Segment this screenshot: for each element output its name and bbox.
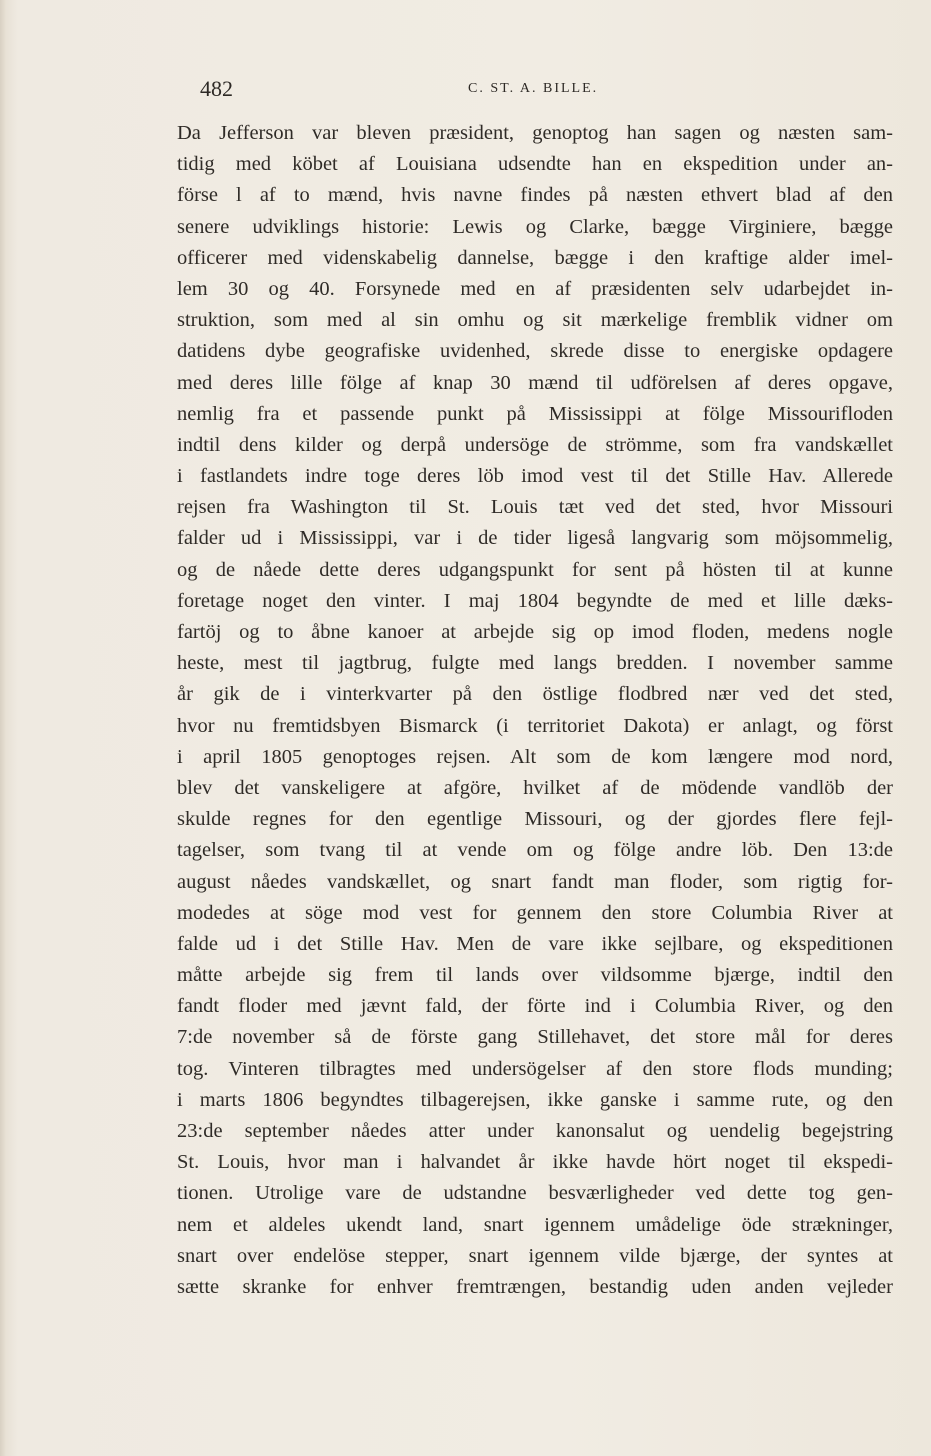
body-text [177,118,893,1303]
text-line: år gik de i vinterkvarter på den östlige flodbred nær ved det sted, [177,683,893,706]
text-line: förse l af to mænd, hvis navne findes på næsten ethvert blad af den [177,184,893,207]
text-line: 7:de november så de förste gang Stillehavet, det store mål for deres [177,1026,893,1049]
text-line: rejsen fra Washington til St. Louis tæt ved det sted, hvor Missouri [177,496,893,519]
text-line: i april 1805 genoptoges rejsen. Alt som de kom længere mod nord, [177,745,893,768]
text-line: St. Louis, hvor man i halvandet år ikke havde hört noget til ekspedi- [177,1151,893,1174]
text-line: tionen. Utrolige vare de udstandne besværligheder ved dette tog gen- [177,1182,893,1205]
page-header [200,76,730,104]
text-line: tog. Vinteren tilbragtes med undersögelser af den store flods munding; [177,1057,893,1080]
text-line: lem 30 og 40. Forsynede med en af præsidenten selv udarbejdet in- [177,277,893,300]
text-line: heste, mest til jagtbrug, fulgte med langs bredden. I november samme [177,652,893,675]
text-line: nemlig fra et passende punkt på Mississippi at fölge Missourifloden [177,402,893,425]
text-line: nem et aldeles ukendt land, snart igennem umådelige öde strækninger, [177,1213,893,1236]
text-line: med deres lille fölge af knap 30 mænd til udförelsen af deres opgave, [177,371,893,394]
text-line: måtte arbejde sig frem til lands over vildsomme bjærge, indtil den [177,964,893,987]
running-head: C. ST. A. BILLE. [468,81,599,96]
text-line: falder ud i Mississippi, var i de tider ligeså langvarig som möjsommelig, [177,527,893,550]
text-line: officerer med videnskabelig dannelse, bægge i den kraftige alder imel- [177,246,893,269]
text-line: blev det vanskeligere at afgöre, hvilket af de mödende vandlöb der [177,776,893,799]
text-line: modedes at söge mod vest for gennem den store Columbia River at [177,901,893,924]
text-line: fartöj og to åbne kanoer at arbejde sig op imod floden, medens nogle [177,621,893,643]
text-line: august nåedes vandskællet, og snart fandt man floder, som rigtig for- [177,870,893,893]
text-line: senere udviklings historie: Lewis og Clarke, bægge Virginiere, bægge [177,215,893,238]
text-line: tagelser, som tvang til at vende om og fölge andre löb. Den 13:de [177,839,893,862]
text-line: 23:de september nåedes atter under kanonsalut og uendelig begejstring [177,1120,893,1142]
text-line: Da Jefferson var bleven præsident, genoptog han sagen og næsten sam- [177,122,893,144]
text-line: skulde regnes for den egentlige Missouri, og der gjordes flere fejl- [177,808,893,831]
page-number: 482 [200,76,233,101]
text-line: datidens dybe geografiske uvidenhed, skrede disse to energiske opdagere [177,340,893,363]
text-line: snart over endelöse stepper, snart igennem vilde bjærge, der syntes at [177,1244,893,1267]
text-line: indtil dens kilder og derpå undersöge de strömme, som fra vandskællet [177,433,893,456]
text-line: i fastlandets indre toge deres löb imod vest til det Stille Hav. Allerede [177,465,893,488]
text-line: i marts 1806 begyndtes tilbagerejsen, ikke ganske i samme rute, og den [177,1088,893,1111]
text-line: og de nåede dette deres udgangspunkt for sent på hösten til at kunne [177,558,893,581]
text-line: sætte skranke for enhver fremtrængen, bestandig uden anden vejleder [177,1275,893,1298]
text-line: fandt floder med jævnt fald, der förte ind i Columbia River, og den [177,995,893,1018]
text-line: hvor nu fremtidsbyen Bismarck (i territoriet Dakota) er anlagt, og först [177,714,893,737]
text-line: falde ud i det Stille Hav. Men de vare ikke sejlbare, og ekspeditionen [177,932,893,955]
page-gutter [0,0,6,1456]
text-line: struktion, som med al sin omhu og sit mærkelige fremblik vidner om [177,309,893,332]
text-line: tidig med köbet af Louisiana udsendte han en ekspedition under an- [177,153,893,176]
text-line: foretage noget den vinter. I maj 1804 begyndte de med et lille dæks- [177,589,893,612]
